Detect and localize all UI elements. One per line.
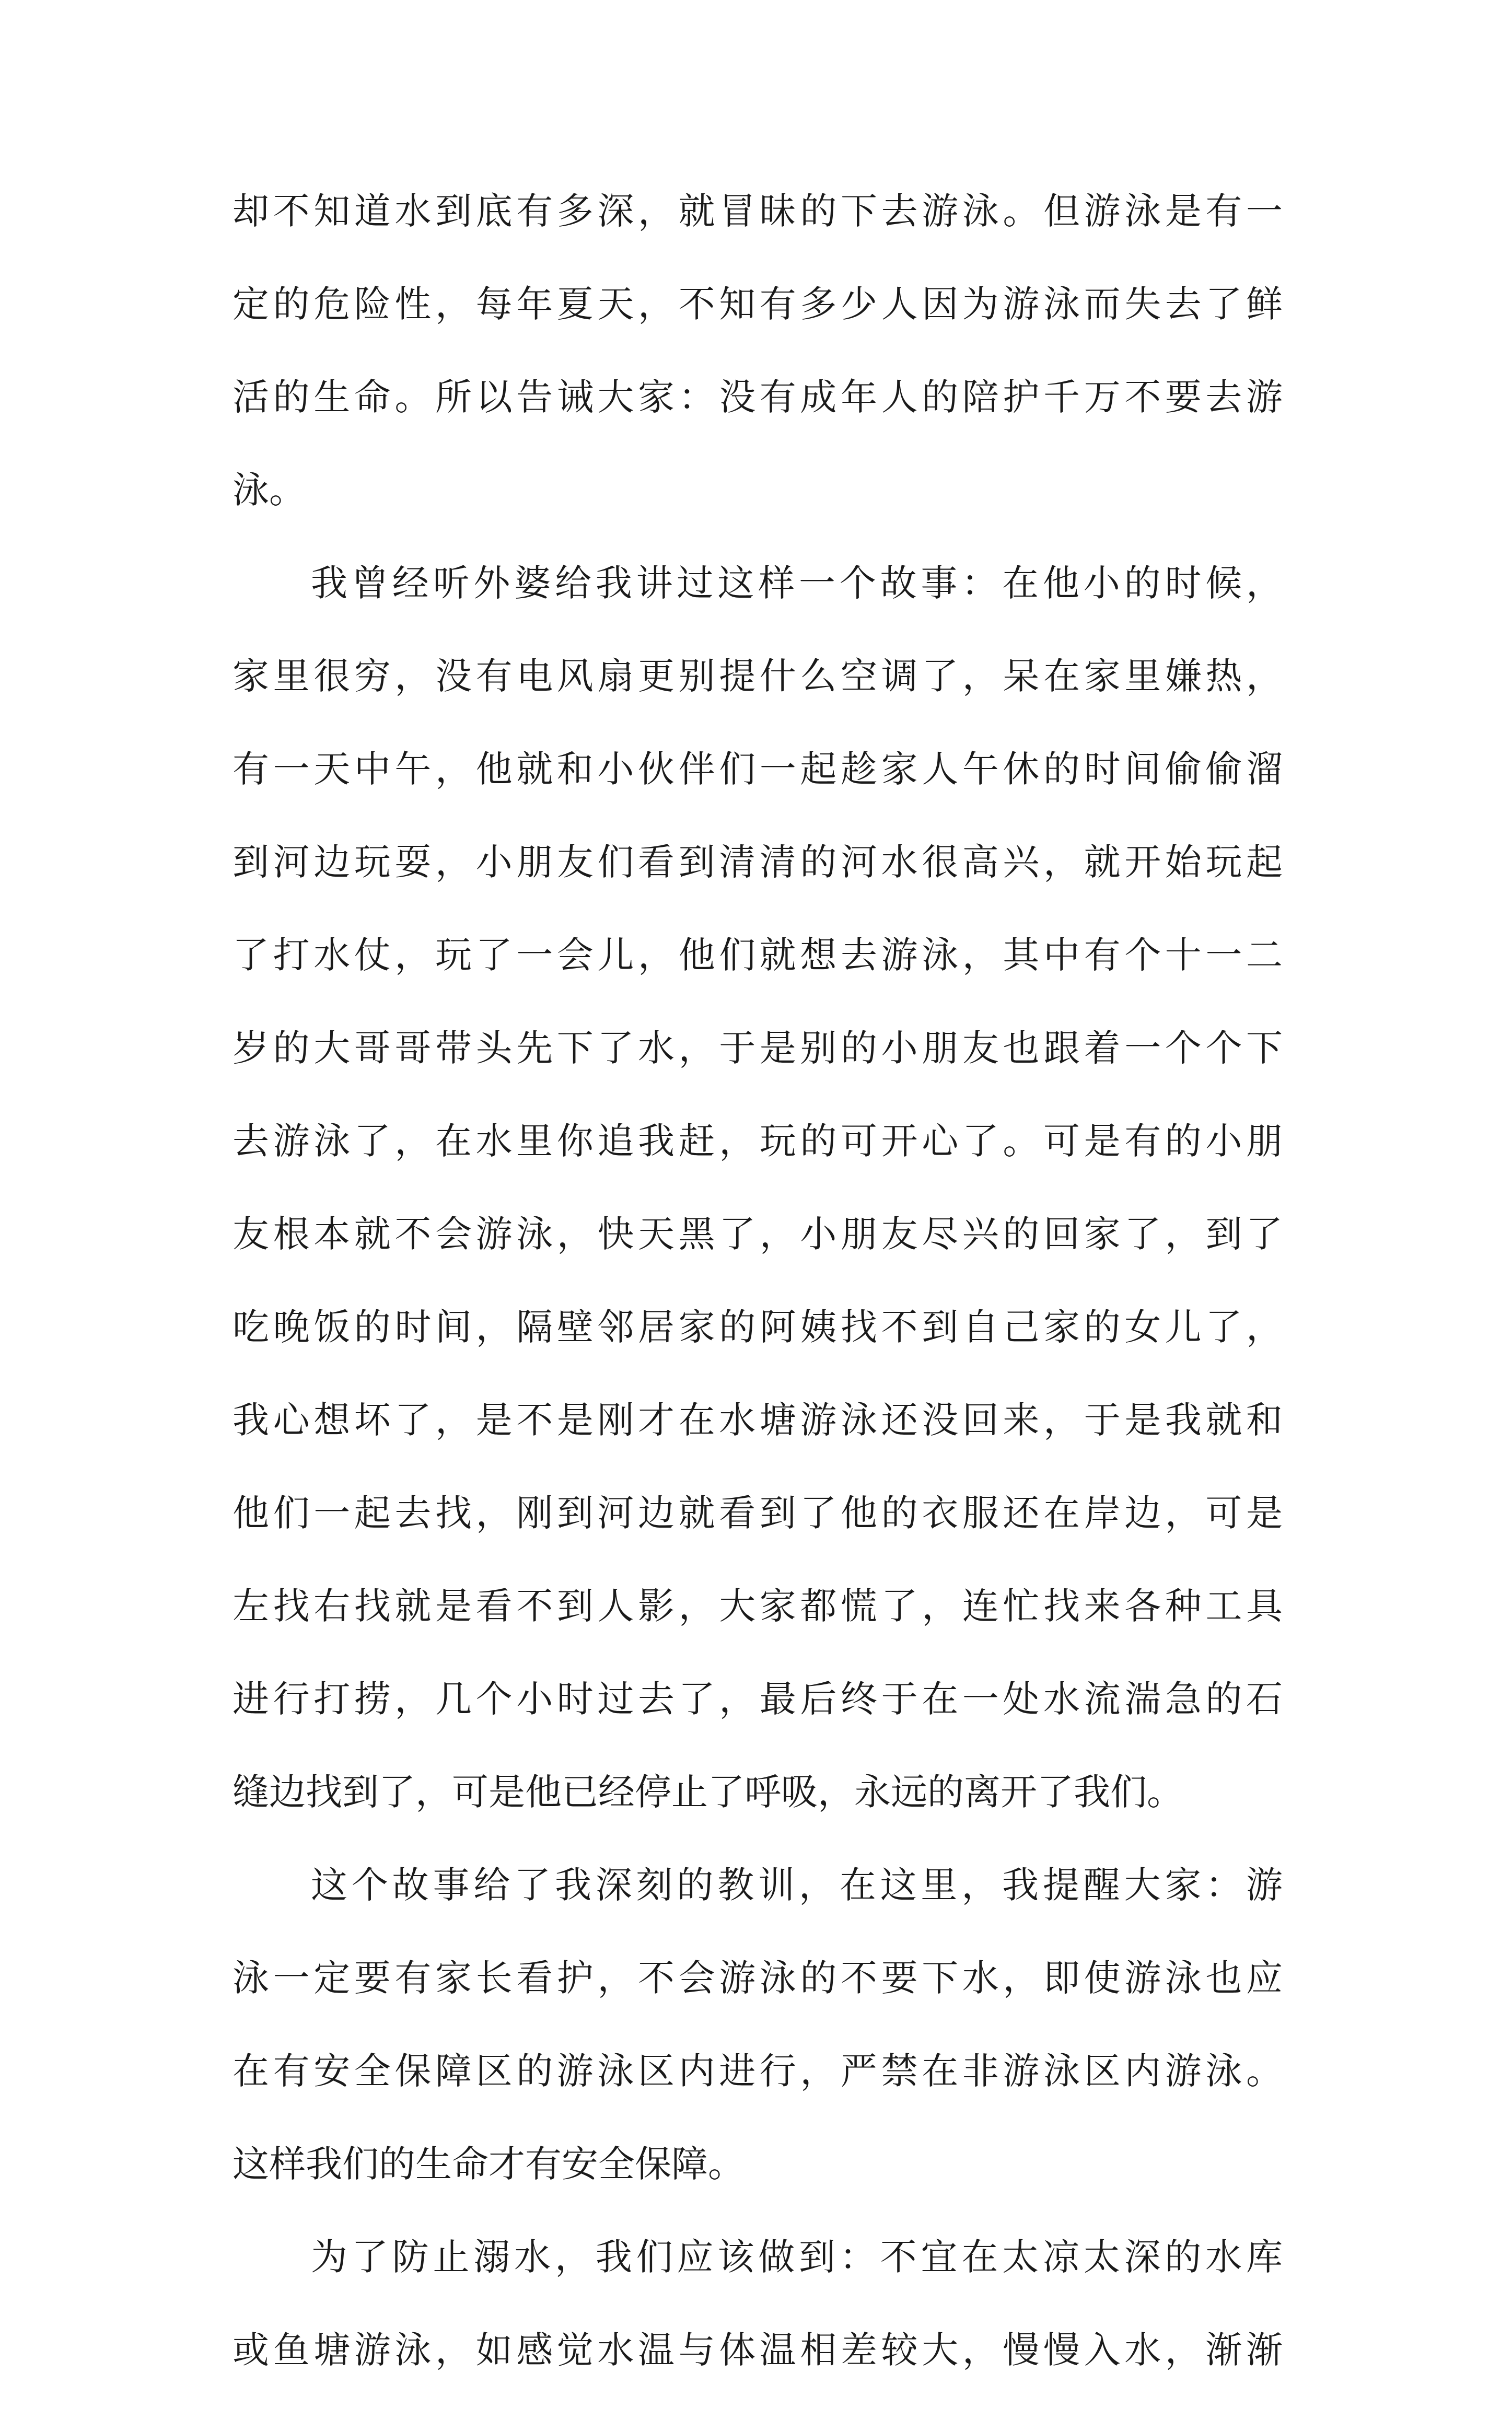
paragraph-first-line: 这个故事给了我深刻的教训，在这里，我提醒大家：游	[311, 1864, 1283, 1906]
text-line: 这样我们的生命才有安全保障。	[232, 2143, 745, 2185]
body-text	[232, 188, 1283, 2420]
text-line: 在有安全保障区的游泳区内进行，严禁在非游泳区内游泳。	[232, 2050, 1283, 2092]
text-line: 缝边找到了，可是他已经停止了呼吸，永远的离开了我们。	[232, 1771, 1183, 1813]
text-line: 或鱼塘游泳，如感觉水温与体温相差较大，慢慢入水，渐渐	[232, 2329, 1283, 2371]
text-line: 岁的大哥哥带头先下了水，于是别的小朋友也跟着一个个下	[232, 1027, 1283, 1069]
text-line: 他们一起去找，刚到河边就看到了他的衣服还在岸边，可是	[232, 1492, 1283, 1534]
paragraph-first-line: 为了防止溺水，我们应该做到：不宜在太凉太深的水库	[311, 2236, 1283, 2278]
text-line: 进行打捞，几个小时过去了，最后终于在一处水流湍急的石	[232, 1678, 1283, 1720]
text-line: 家里很穷，没有电风扇更别提什么空调了，呆在家里嫌热，	[232, 655, 1283, 697]
text-line: 去游泳了，在水里你追我赶，玩的可开心了。可是有的小朋	[232, 1120, 1283, 1162]
text-line: 有一天中午，他就和小伙伴们一起趁家人午休的时间偷偷溜	[232, 748, 1283, 790]
text-line: 了打水仗，玩了一会儿，他们就想去游泳，其中有个十一二	[232, 934, 1283, 976]
text-line: 友根本就不会游泳，快天黑了，小朋友尽兴的回家了，到了	[232, 1213, 1283, 1255]
text-line: 泳。	[232, 469, 306, 511]
text-line: 左找右找就是看不到人影，大家都慌了，连忙找来各种工具	[232, 1585, 1283, 1627]
text-line: 却不知道水到底有多深，就冒昧的下去游泳。但游泳是有一	[232, 190, 1283, 232]
text-line: 吃晚饭的时间，隔壁邻居家的阿姨找不到自己家的女儿了，	[232, 1306, 1283, 1348]
text-line: 活的生命。所以告诫大家：没有成年人的陪护千万不要去游	[232, 376, 1283, 418]
text-line: 泳一定要有家长看护，不会游泳的不要下水，即使游泳也应	[232, 1957, 1283, 1999]
text-line: 定的危险性，每年夏天，不知有多少人因为游泳而失去了鲜	[232, 283, 1283, 325]
text-line: 到河边玩耍，小朋友们看到清清的河水很高兴，就开始玩起	[232, 841, 1283, 883]
text-line: 我心想坏了，是不是刚才在水塘游泳还没回来，于是我就和	[232, 1399, 1283, 1441]
paragraph-first-line: 我曾经听外婆给我讲过这样一个故事：在他小的时候，	[311, 562, 1283, 604]
